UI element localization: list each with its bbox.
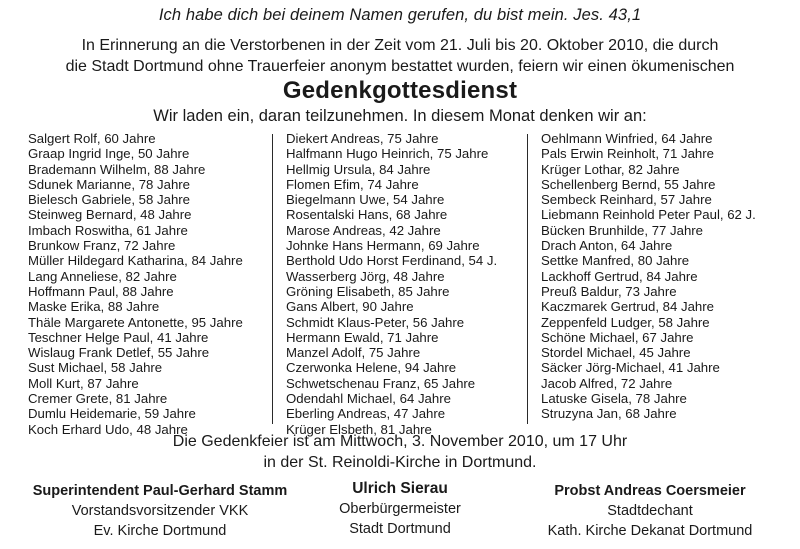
list-item: Lackhoff Gertrud, 84 Jahre (541, 268, 698, 284)
list-item: Drach Anton, 64 Jahre (541, 238, 673, 254)
list-item: Gröning Elisabeth, 85 Jahre (286, 283, 450, 299)
ceremony-line-1: Die Gedenkfeier ist am Mittwoch, 3. November 2010, um 17 Uhr (172, 433, 628, 450)
list-item: Wislaug Frank Detlef, 55 Jahre (28, 345, 210, 361)
list-item: Krüger Elsbeth, 81 Jahre (286, 421, 432, 437)
list-item: Rosentalski Hans, 68 Jahre (286, 207, 448, 223)
ceremony-line-2: in der St. Reinoldi-Kirche in Dortmund. (263, 454, 537, 471)
list-item: Stordel Michael, 45 Jahre (541, 345, 691, 361)
list-item: Preuß Baldur, 73 Jahre (541, 283, 677, 299)
list-item: Eberling Andreas, 47 Jahre (286, 406, 446, 422)
intro-line-1: In Erinnerung an die Verstorbenen in der Zeit vom 21. Juli bis 20. Oktober 2010, die durch (81, 37, 719, 54)
intro-text (0, 35, 800, 77)
list-item: Lang Anneliese, 82 Jahre (28, 268, 177, 284)
intro-line-2: die Stadt Dortmund ohne Trauerfeier anonym bestattet wurden, feiern wir einen ökumenischen (65, 58, 735, 75)
list-item: Krüger Lothar, 82 Jahre (541, 161, 680, 177)
column-divider (527, 134, 528, 424)
signature-org: Stadt Dortmund (349, 521, 451, 537)
list-item: Settke Manfred, 80 Jahre (541, 253, 690, 269)
list-item: Sembeck Reinhard, 57 Jahre (541, 192, 712, 208)
list-item: Struzyna Jan, 68 Jahre (541, 406, 677, 422)
list-item: Graap Ingrid Inge, 50 Jahre (28, 146, 190, 162)
list-item: Marose Andreas, 42 Jahre (286, 222, 441, 238)
signature-role: Oberbürgermeister (339, 501, 461, 517)
list-item: Biegelmann Uwe, 54 Jahre (286, 192, 445, 208)
signature-role: Vorstandsvorsitzender VKK (71, 503, 249, 519)
signature-name: Ulrich Sierau (352, 480, 448, 497)
list-item: Gans Albert, 90 Jahre (286, 299, 414, 315)
invite-text: Wir laden ein, daran teilzunehmen. In diesem Monat denken wir an: (153, 107, 647, 125)
list-item: Bielesch Gabriele, 58 Jahre (28, 192, 191, 208)
bible-quote: Ich habe dich bei deinem Namen gerufen, du bist mein. Jes. 43,1 (158, 6, 642, 24)
list-item: Hoffmann Paul, 88 Jahre (28, 283, 174, 299)
list-item: Teschner Helge Paul, 41 Jahre (28, 329, 209, 345)
list-item: Sust Michael, 58 Jahre (28, 360, 163, 376)
list-item: Wasserberg Jörg, 48 Jahre (286, 268, 445, 284)
list-item: Imbach Roswitha, 61 Jahre (28, 222, 188, 238)
page-title: Gedenkgottesdienst (282, 77, 518, 104)
list-item: Odendahl Michael, 64 Jahre (286, 391, 451, 407)
names-column-1 (28, 131, 243, 437)
list-item: Czerwonka Helene, 94 Jahre (286, 360, 457, 376)
signature-org: Ev. Kirche Dortmund (93, 523, 227, 539)
list-item: Steinweg Bernard, 48 Jahre (28, 207, 192, 223)
list-item: Liebmann Reinhold Peter Paul, 62 J. (541, 207, 756, 223)
list-item: Sdunek Marianne, 78 Jahre (28, 176, 191, 192)
list-item: Diekert Andreas, 75 Jahre (286, 131, 439, 146)
list-item: Thäle Margarete Antonette, 95 Jahre (28, 314, 243, 330)
list-item: Dumlu Heidemarie, 59 Jahre (28, 406, 196, 422)
column-divider (272, 134, 273, 424)
list-item: Pals Erwin Reinholt, 71 Jahre (541, 146, 714, 162)
signature-role: Stadtdechant (607, 503, 693, 519)
list-item: Cremer Grete, 81 Jahre (28, 391, 168, 407)
signature-org: Kath. Kirche Dekanat Dortmund (547, 523, 753, 539)
list-item: Kaczmarek Gertrud, 84 Jahre (541, 299, 714, 315)
list-item: Maske Erika, 88 Jahre (28, 299, 160, 315)
list-item: Oehlmann Winfried, 64 Jahre (541, 131, 713, 146)
list-item: Manzel Adolf, 75 Jahre (286, 345, 421, 361)
list-item: Halfmann Hugo Heinrich, 75 Jahre (286, 146, 489, 162)
list-item: Moll Kurt, 87 Jahre (28, 375, 139, 391)
list-item: Brademann Wilhelm, 88 Jahre (28, 161, 206, 177)
list-item: Johnke Hans Hermann, 69 Jahre (286, 238, 480, 254)
list-item: Latuske Gisela, 78 Jahre (541, 391, 687, 407)
list-item: Säcker Jörg-Michael, 41 Jahre (541, 360, 720, 376)
ceremony-info (0, 431, 800, 473)
list-item: Hermann Ewald, 71 Jahre (286, 329, 439, 345)
names-column-3 (541, 131, 756, 422)
signature-name: Superintendent Paul-Gerhard Stamm (32, 483, 288, 499)
list-item: Schöne Michael, 67 Jahre (541, 329, 694, 345)
list-item: Müller Hildegard Katharina, 84 Jahre (28, 253, 243, 269)
list-item: Jacob Alfred, 72 Jahre (541, 375, 673, 391)
list-item: Zeppenfeld Ludger, 58 Jahre (541, 314, 710, 330)
list-item: Brunkow Franz, 72 Jahre (28, 238, 176, 254)
list-item: Schmidt Klaus-Peter, 56 Jahre (286, 314, 465, 330)
signature-left (10, 481, 310, 541)
signature-right (510, 481, 790, 541)
list-item: Flomen Efim, 74 Jahre (286, 176, 419, 192)
signature-center (290, 479, 510, 539)
list-item: Berthold Udo Horst Ferdinand, 54 J. (286, 253, 498, 269)
list-item: Schellenberg Bernd, 55 Jahre (541, 176, 716, 192)
list-item: Bücken Brunhilde, 77 Jahre (541, 222, 704, 238)
list-item: Salgert Rolf, 60 Jahre (28, 131, 156, 146)
list-item: Schwetschenau Franz, 65 Jahre (286, 375, 476, 391)
signature-name: Probst Andreas Coersmeier (554, 483, 746, 499)
names-column-2 (286, 131, 497, 437)
list-item: Hellmig Ursula, 84 Jahre (286, 161, 431, 177)
list-item: Koch Erhard Udo, 48 Jahre (28, 421, 188, 437)
